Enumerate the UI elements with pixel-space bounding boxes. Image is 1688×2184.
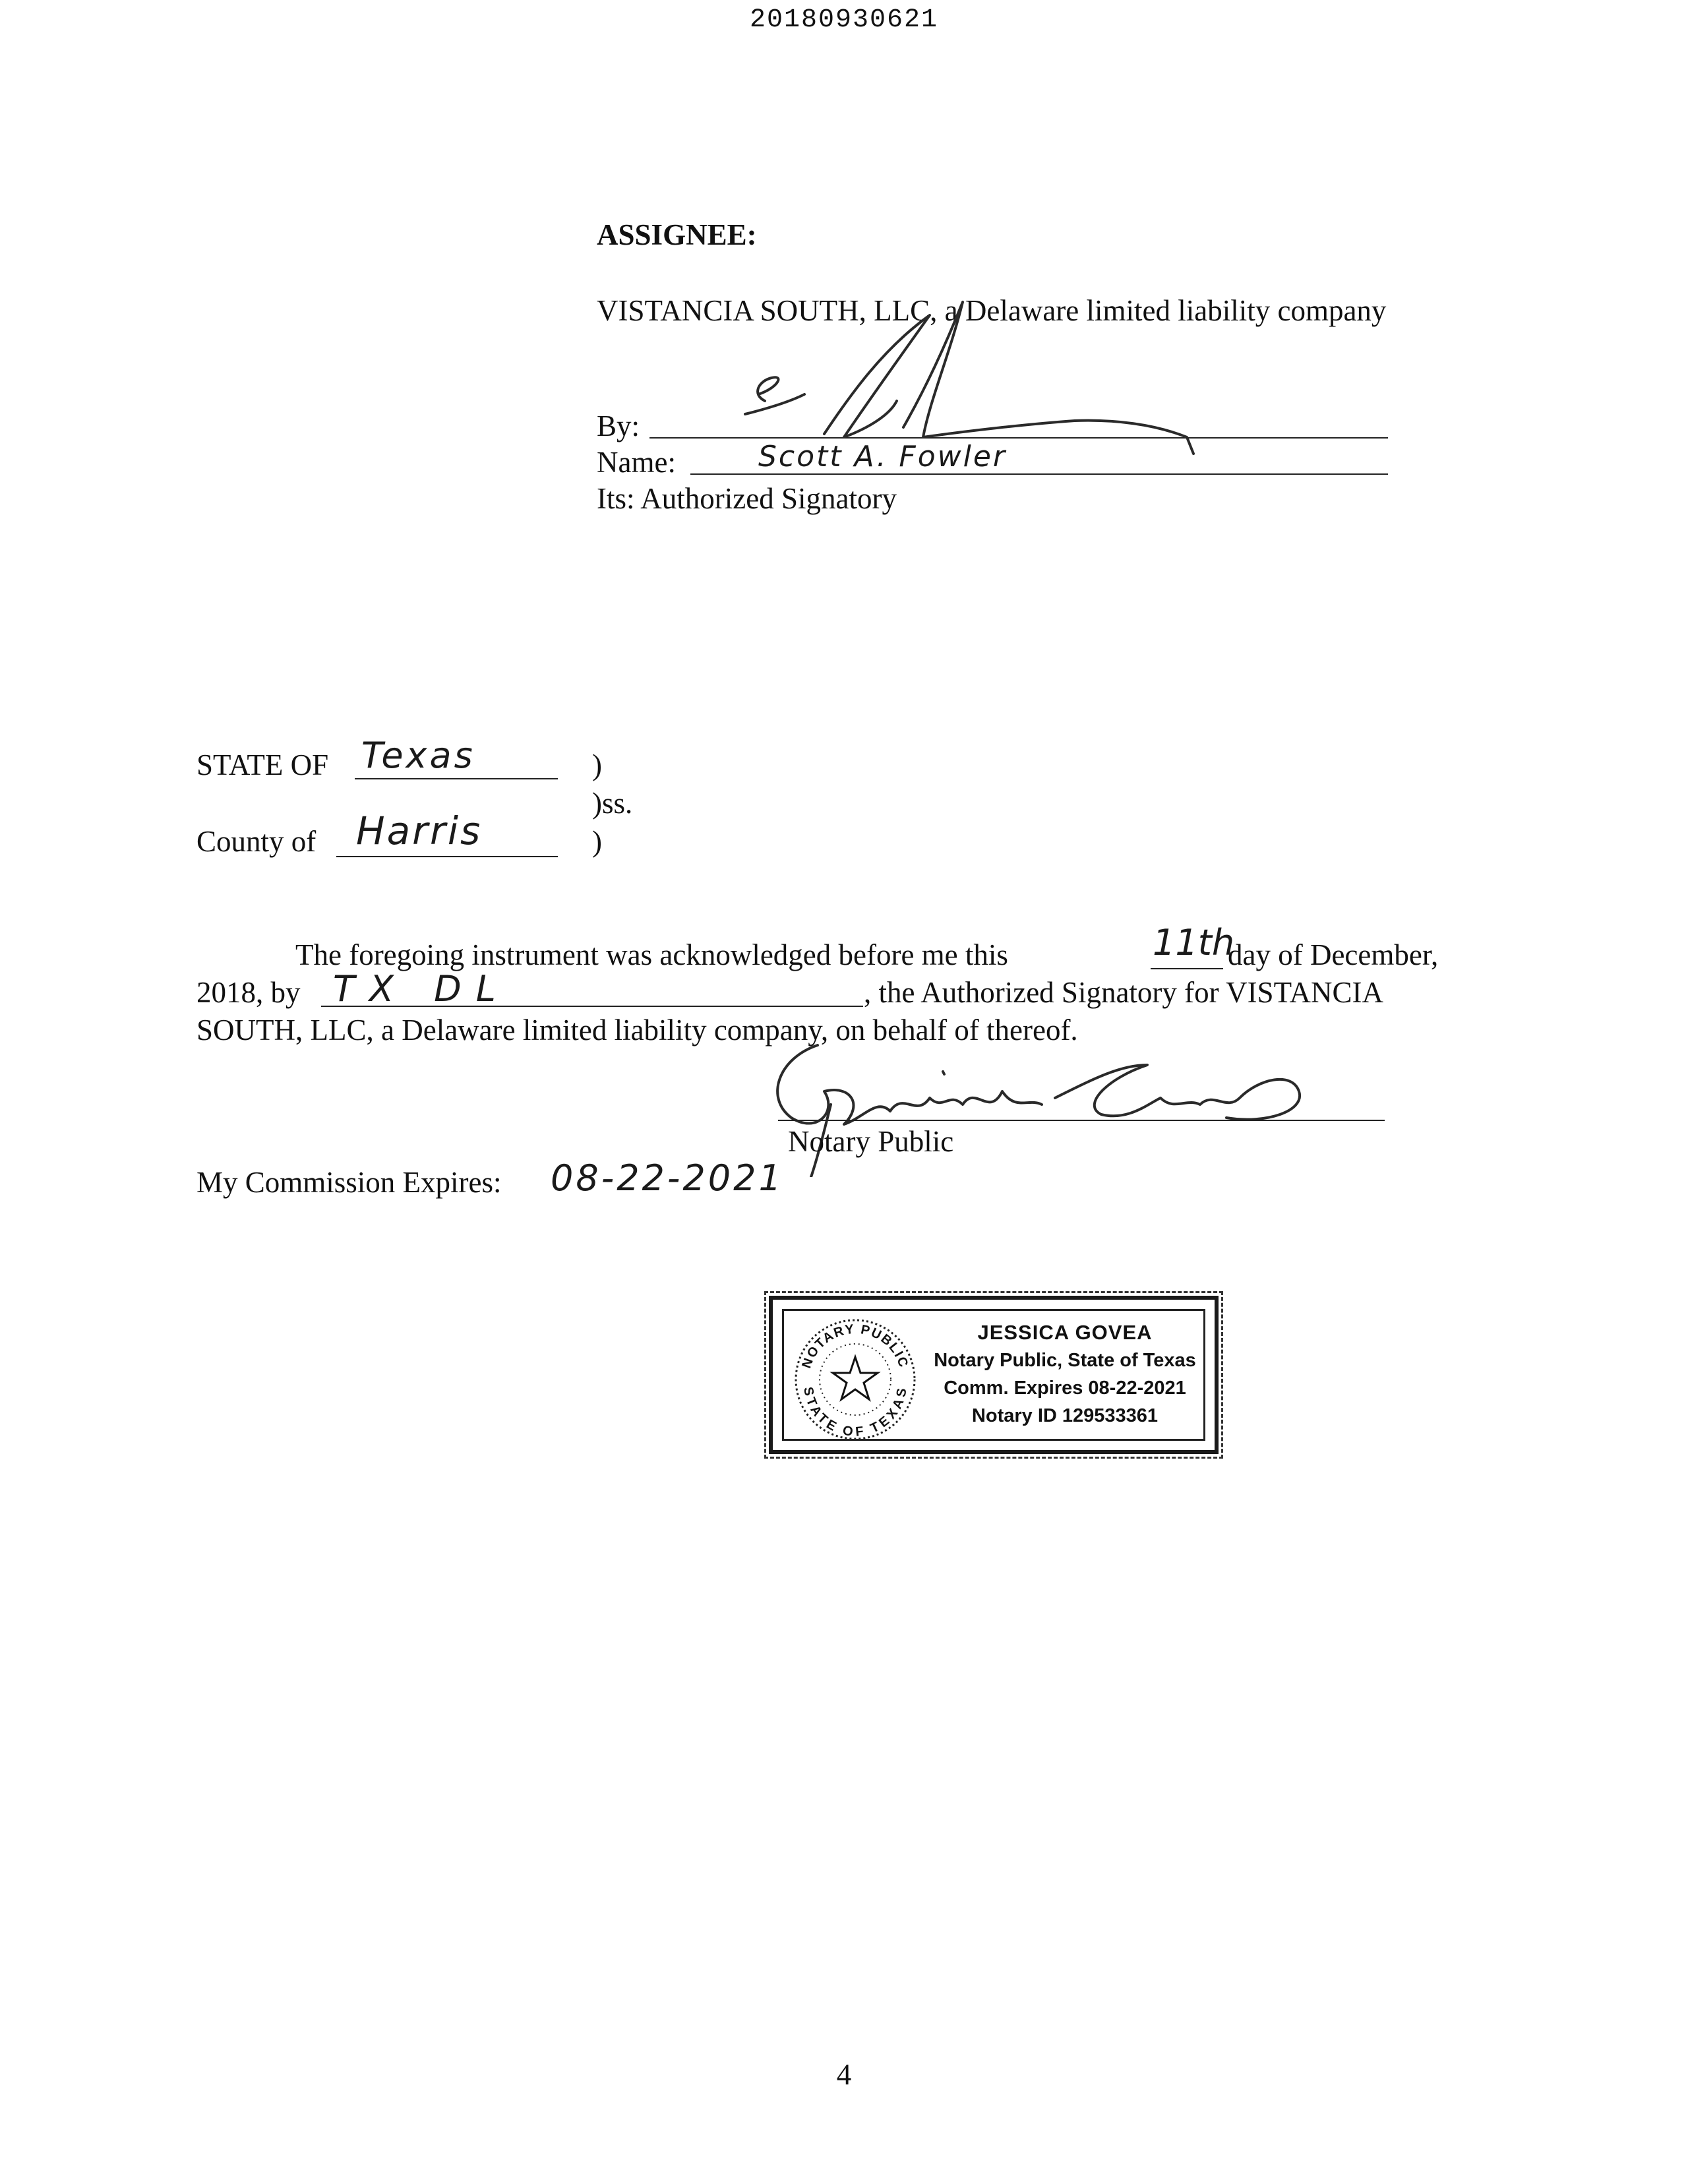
stamp-text-block [930, 1319, 1199, 1430]
star-icon [833, 1357, 878, 1399]
notary-stamp-inner-border [782, 1309, 1205, 1441]
notary-signature-line [778, 1120, 1385, 1121]
page-number: 4 [836, 2058, 852, 2091]
state-value-handwritten: Texas [361, 735, 475, 776]
name-handwritten: Scott A. Fowler [758, 440, 1008, 473]
seal-bottom-text: STATE OF TEXAS [800, 1385, 910, 1440]
by-value-handwritten: TX DL [333, 968, 510, 1010]
ack-line2-start: 2018, by [196, 976, 301, 1009]
venue-paren-bottom: ) [592, 825, 602, 858]
county-line [336, 856, 558, 857]
stamp-notary-name: JESSICA GOVEA [977, 1321, 1153, 1344]
notary-public-label: Notary Public [788, 1125, 954, 1158]
assignee-company-line: VISTANCIA SOUTH, LLC, a Delaware limited liability company [597, 294, 1387, 327]
svg-text:NOTARY PUBLIC [799, 1322, 911, 1370]
stamp-line-id: Notary ID 129533361 [971, 1405, 1159, 1426]
day-line [1151, 968, 1223, 969]
ss-label: )ss. [592, 787, 633, 820]
county-label: County of [196, 825, 316, 858]
its-line: Its: Authorized Signatory [597, 482, 897, 515]
venue-paren-top: ) [592, 748, 602, 781]
name-line [690, 473, 1388, 475]
stamp-line-state: Notary Public, State of Texas [934, 1350, 1196, 1371]
commission-label: My Commission Expires: [196, 1166, 502, 1199]
commission-value-handwritten: 08-22-2021 [551, 1157, 784, 1199]
ack-line2-end: , the Authorized Signatory for VISTANCIA [864, 976, 1383, 1009]
notary-seal-image [789, 1315, 921, 1444]
assignee-heading: ASSIGNEE: [597, 218, 757, 251]
stamp-line-expires: Comm. Expires 08-22-2021 [944, 1378, 1186, 1399]
ack-line1-start: The foregoing instrument was acknowledged before me this [295, 938, 1008, 971]
document-number: 20180930621 [749, 5, 939, 35]
name-label: Name: [597, 446, 676, 479]
state-line [355, 778, 558, 779]
by-label: By: [597, 410, 640, 442]
county-value-handwritten: Harris [356, 808, 483, 853]
notary-stamp [769, 1296, 1219, 1454]
svg-text:STATE OF TEXAS [800, 1386, 910, 1440]
ack-line3: SOUTH, LLC, a Delaware limited liability company, on behalf of thereof. [196, 1014, 1078, 1046]
ack-line1-end: day of December, [1228, 938, 1439, 971]
day-value-handwritten: 11th [1153, 922, 1235, 963]
state-label: STATE OF [196, 748, 329, 781]
seal-top-text: NOTARY PUBLIC [799, 1321, 911, 1370]
